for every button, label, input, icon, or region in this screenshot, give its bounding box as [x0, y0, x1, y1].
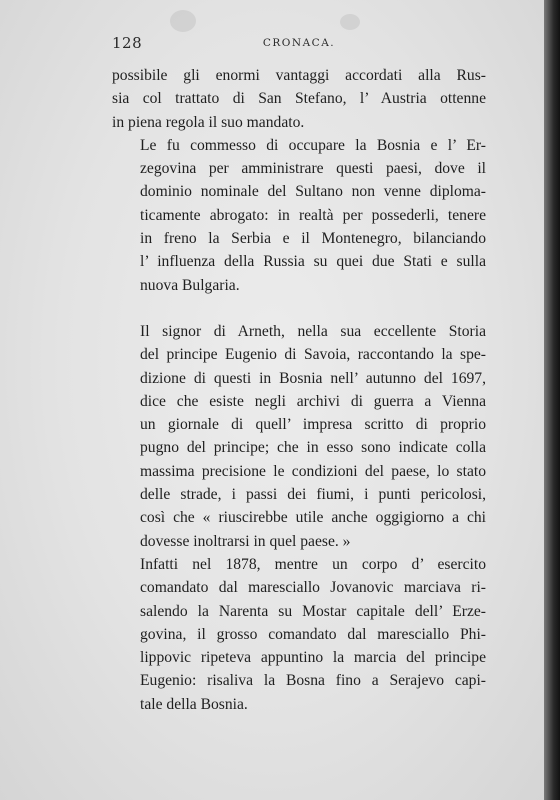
text-line: del principe Eugenio di Savoia, raccontando la spe-: [140, 346, 486, 364]
page-number: 128: [112, 34, 143, 52]
text-line: sia col trattato di San Stefano, l’ Austria ottenne: [112, 90, 486, 108]
text-line: in freno la Serbia e il Montenegro, bilanciando: [140, 230, 486, 248]
text-line: l’ influenza della Russia su quei due Stati e sulla: [140, 253, 486, 271]
text-line: nuova Bulgaria.: [140, 276, 240, 294]
text-line: lippovic ripeteva appuntino la marcia del principe: [140, 649, 486, 667]
text-line: ticamente abrogato: in realtà per possederli, tenere: [140, 206, 486, 224]
text-line: pugno del principe; che in esso sono indicate colla: [140, 439, 486, 457]
page-header: [112, 34, 486, 56]
body-text: [112, 64, 486, 716]
paragraph-2: [112, 134, 486, 297]
text-line: Il signor di Arneth, nella sua eccellente Storia: [140, 322, 486, 340]
text-line: dominio nominale del Sultano non venne diploma-: [140, 183, 486, 201]
text-line: dice che esiste negli archivi di guerra a Vienna: [140, 392, 486, 410]
text-line: salendo la Narenta su Mostar capitale dell’ Erze-: [140, 602, 486, 620]
paper-stain: [340, 14, 360, 30]
text-line: delle strade, i passi dei fiumi, i punti pericolosi,: [140, 486, 486, 504]
paper-stain: [170, 10, 196, 32]
text-line: Eugenio: risaliva la Bosna fino a Serajevo capi-: [140, 672, 486, 690]
running-head: CRONACA.: [262, 37, 336, 49]
text-line: govina, il grosso comandato dal maresciallo Phi-: [140, 625, 486, 643]
paragraph-4: [112, 553, 486, 716]
text-line: così che « riuscirebbe utile anche oggigiorno a chi: [140, 509, 486, 527]
text-line: massima precisione le condizioni del paese, lo stato: [140, 462, 486, 480]
text-line: dizione di questi in Bosnia nell’ autunno del 1697,: [140, 369, 486, 387]
text-line: Le fu commesso di occupare la Bosnia e l’ Er-: [140, 136, 486, 154]
book-spine-shadow: [544, 0, 560, 800]
text-line: tale della Bosnia.: [140, 695, 248, 713]
text-line: dovesse inoltrarsi in quel paese. »: [140, 532, 351, 550]
text-line: comandato dal maresciallo Jovanovic marciava ri-: [140, 579, 486, 597]
text-line: Infatti nel 1878, mentre un corpo d’ esercito: [140, 555, 486, 573]
text-line: un giornale di quell’ impresa scritto di proprio: [140, 416, 486, 434]
paragraph-1: [112, 64, 486, 134]
text-line: zegovina per amministrare questi paesi, dove il: [140, 160, 486, 178]
text-line: possibile gli enormi vantaggi accordati alla Rus-: [112, 67, 486, 84]
text-line: in piena regola il suo mandato.: [112, 113, 305, 131]
paragraph-3: [112, 320, 486, 553]
